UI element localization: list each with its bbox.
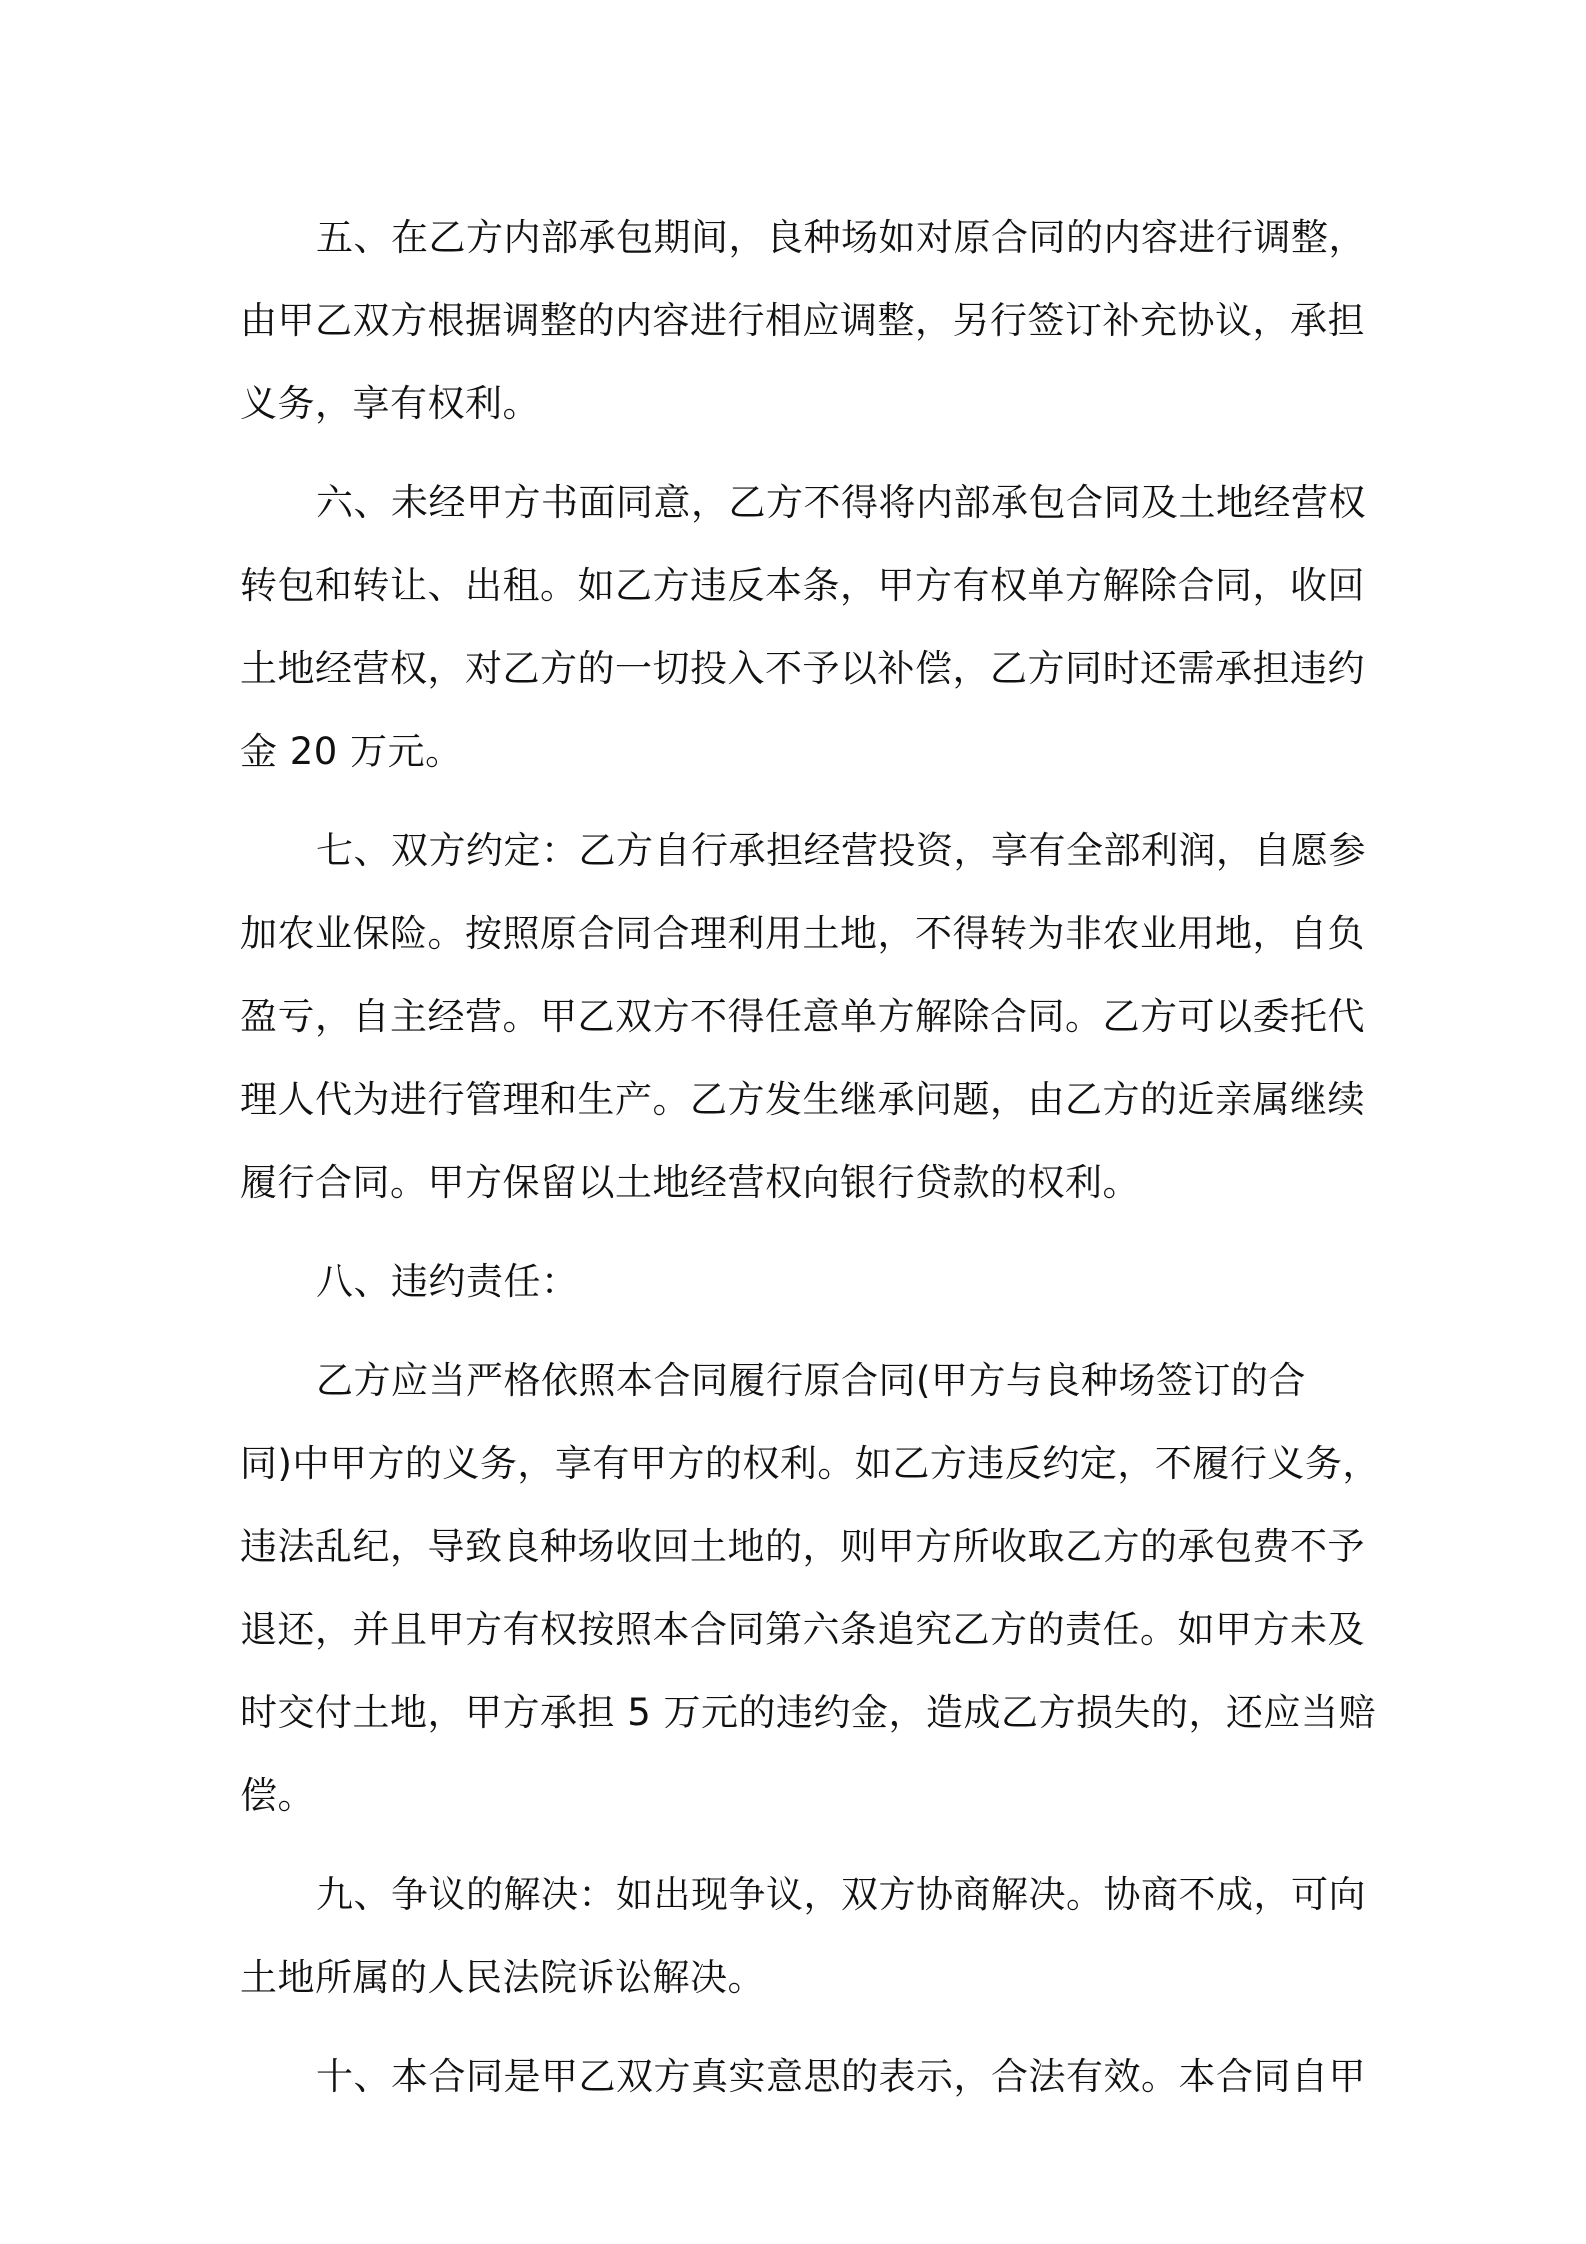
paragraph-clause-10 xyxy=(240,2035,1366,2118)
text-line: 十、本合同是甲乙双方真实意思的表示，合法有效。本合同自甲 xyxy=(316,2055,1366,2098)
paragraph-clause-9 xyxy=(240,1853,1366,2019)
text-line: 七、双方约定：乙方自行承担经营投资，享有全部利润，自愿参 xyxy=(316,829,1366,872)
text-line: 违法乱纪，导致良种场收回土地的，则甲方所收取乙方的承包费不予 xyxy=(240,1525,1365,1568)
text-line: 五、在乙方内部承包期间，良种场如对原合同的内容进行调整， xyxy=(316,216,1366,259)
text-line: 盈亏，自主经营。甲乙双方不得任意单方解除合同。乙方可以委托代 xyxy=(240,995,1365,1038)
document-body xyxy=(240,196,1380,2134)
text-line: 时交付土地，甲方承担 5 万元的违约金，造成乙方损失的，还应当赔 xyxy=(240,1691,1377,1734)
paragraph-clause-8-body xyxy=(240,1339,1380,1837)
text-line: 转包和转让、出租。如乙方违反本条，甲方有权单方解除合同，收回 xyxy=(240,564,1365,607)
text-line: 六、未经甲方书面同意，乙方不得将内部承包合同及土地经营权 xyxy=(316,481,1366,524)
text-line: 履行合同。甲方保留以土地经营权向银行贷款的权利。 xyxy=(240,1161,1140,1204)
text-line: 同)中甲方的义务，享有甲方的权利。如乙方违反约定，不履行义务， xyxy=(240,1442,1380,1485)
text-line: 加农业保险。按照原合同合理利用土地，不得转为非农业用地，自负 xyxy=(240,912,1365,955)
text-line: 理人代为进行管理和生产。乙方发生继承问题，由乙方的近亲属继续 xyxy=(240,1078,1365,1121)
text-line: 八、违约责任： xyxy=(316,1260,579,1303)
paragraph-clause-8-heading xyxy=(240,1240,1356,1323)
text-line: 金 20 万元。 xyxy=(240,730,463,773)
text-line: 偿。 xyxy=(240,1774,315,1817)
text-line: 九、争议的解决：如出现争议，双方协商解决。协商不成，可向 xyxy=(316,1873,1366,1916)
text-line: 义务，享有权利。 xyxy=(240,382,540,425)
text-line: 退还，并且甲方有权按照本合同第六条追究乙方的责任。如甲方未及 xyxy=(240,1608,1365,1651)
text-line: 土地所属的人民法院诉讼解决。 xyxy=(240,1956,765,1999)
paragraph-clause-7 xyxy=(240,809,1366,1224)
paragraph-clause-6 xyxy=(240,461,1366,793)
text-line: 乙方应当严格依照本合同履行原合同(甲方与良种场签订的合 xyxy=(316,1359,1306,1402)
paragraph-clause-5 xyxy=(240,196,1366,445)
text-line: 土地经营权，对乙方的一切投入不予以补偿，乙方同时还需承担违约 xyxy=(240,647,1365,690)
text-line: 由甲乙双方根据调整的内容进行相应调整，另行签订补充协议，承担 xyxy=(240,299,1365,342)
